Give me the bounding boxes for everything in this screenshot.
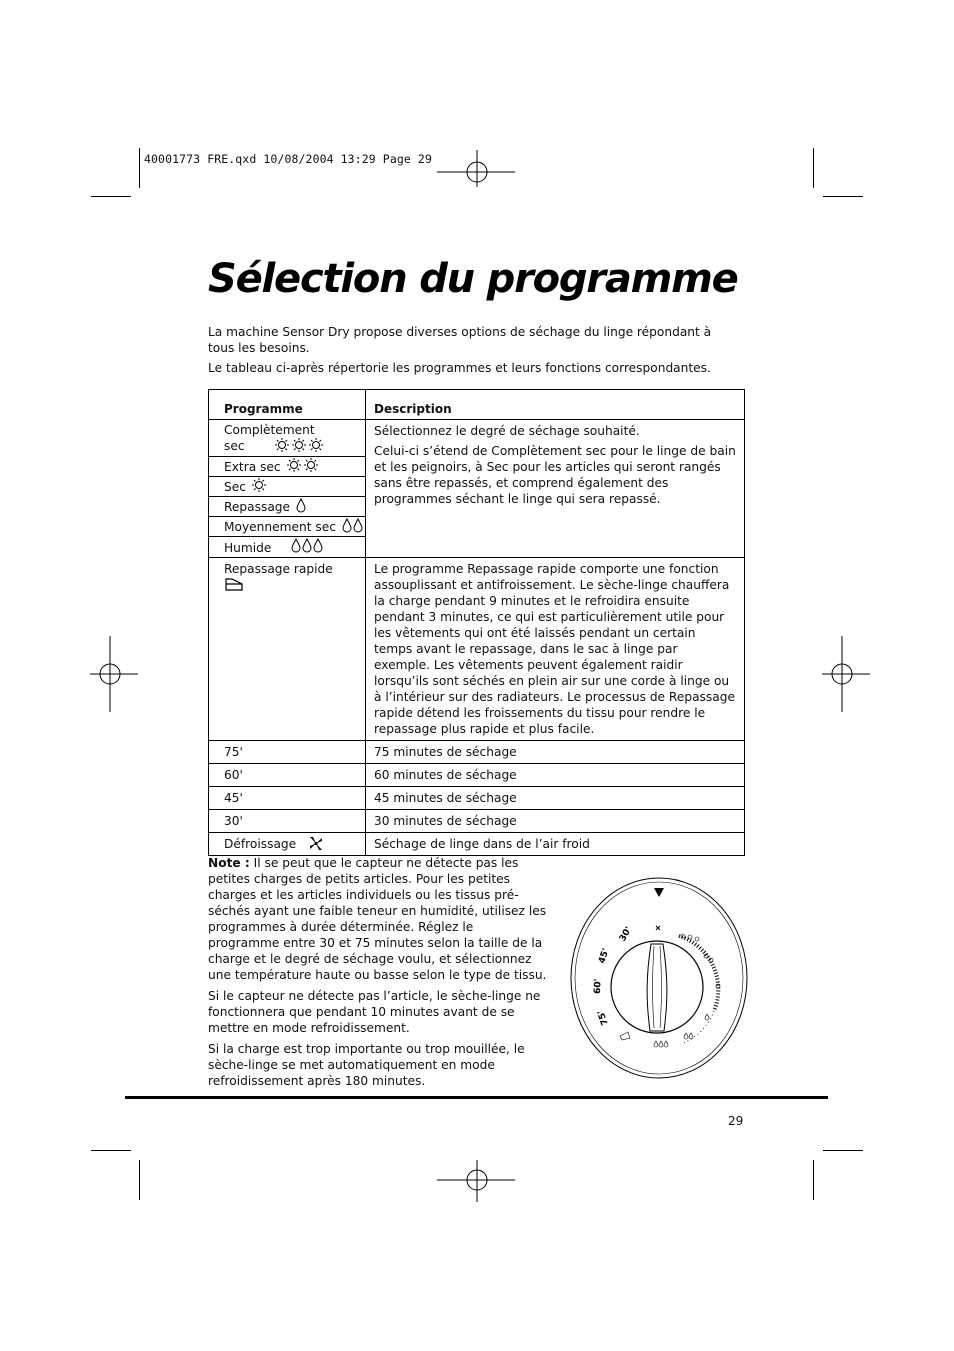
programme-cell — [209, 833, 366, 856]
iron-icon — [224, 578, 244, 592]
table-row — [209, 833, 745, 856]
drop-icon — [285, 538, 323, 557]
programme-dial-illustration — [566, 876, 752, 1080]
description-cell: Le programme Repassage rapide comporte une fonction assouplissant et antifroissement. Le sèche-linge chauffera la charge pendant 9 minutes et le refroidira ensuite pendant 3 minutes, ce qui est particulièrement utile pour les vêtements qui ont été laissés pendant un certain temps avant le repassage, dans le sac à linge par exemple. Les vêtements peuvent également raidir lorsqu’ils sont séchés en plein air sur une corde à linge ou à l’intérieur sur des radiateurs. Le processus de Repassage rapide détend les froissements du tissu pour rendre le repassage plus rapide et plus facile. — [366, 558, 745, 741]
intro-paragraph: La machine Sensor Dry propose diverses options de séchage du linge répondant à tous les besoins. — [208, 325, 712, 355]
programme-cell: 45' — [209, 787, 366, 810]
dial-label-60: 60' — [593, 978, 604, 995]
description-cell: 75 minutes de séchage — [366, 741, 745, 764]
table-row — [209, 420, 745, 558]
programme-humide — [209, 537, 365, 557]
table-header-programme: Programme — [209, 390, 366, 420]
drop-icon — [290, 498, 306, 517]
sun-icon — [269, 438, 325, 456]
programme-label: Sec — [224, 480, 246, 494]
description-text: Celui-ci s’étend de Complètement sec pour le linge de bain et les peignoirs, à Sec pour les articles qui seront rangés sans être repassés, et comprend également des programmes séchant le linge qui sera repassé. — [374, 444, 736, 506]
programme-complet-sec — [209, 420, 365, 457]
programme-label: Repassage — [224, 500, 291, 514]
programme-label: Défroissage — [224, 837, 297, 851]
programme-cell: 30' — [209, 810, 366, 833]
programme-extra-sec — [209, 457, 365, 477]
note-paragraph: Si la charge est trop importante ou trop mouillée, le sèche-linge se met automatiquement en mode refroidissement après 180 minutes. — [208, 1042, 525, 1088]
table-row — [209, 741, 745, 764]
description-cell: Séchage de linge dans de l’air froid — [366, 833, 745, 856]
registration-mark-icon — [437, 132, 517, 212]
programme-table — [208, 389, 745, 856]
crop-mark — [139, 148, 140, 188]
registration-mark-icon — [820, 636, 870, 712]
page-number: 29 — [728, 1114, 744, 1128]
fan-icon — [308, 836, 324, 851]
footer-rule — [125, 1096, 828, 1099]
table-row — [209, 787, 745, 810]
programme-list — [209, 420, 365, 557]
table-row — [209, 764, 745, 787]
registration-mark-icon — [437, 1140, 517, 1220]
programme-cell: 60' — [209, 764, 366, 787]
programme-label: Humide — [224, 540, 272, 555]
programme-cell: 75' — [209, 741, 366, 764]
sun-icon — [281, 458, 320, 476]
print-slug: 40001773 FRE.qxd 10/08/2004 13:29 Page 29 — [144, 152, 432, 166]
crop-mark — [813, 148, 814, 188]
table-header-description: Description — [366, 390, 745, 420]
description-cell: 30 minutes de séchage — [366, 810, 745, 833]
dial-label-75: 75' — [596, 1008, 611, 1027]
crop-mark — [823, 196, 863, 197]
programme-moyennement-sec — [209, 517, 365, 537]
description-cell: 45 minutes de séchage — [366, 787, 745, 810]
programme-label: Moyennement sec — [224, 520, 336, 534]
programme-label: Extra sec — [224, 460, 281, 474]
crop-mark — [91, 1150, 131, 1151]
crop-mark — [91, 196, 131, 197]
crop-mark — [813, 1160, 814, 1200]
dial-label-45: 45' — [597, 947, 612, 965]
table-row — [209, 558, 745, 741]
table-row — [209, 810, 745, 833]
intro-paragraph: Le tableau ci-après répertorie les programmes et leurs fonctions correspondantes. — [208, 361, 711, 375]
programme-label: Complètement sec — [224, 423, 315, 453]
description-text: Sélectionnez le degré de séchage souhaité. — [374, 424, 640, 438]
programme-cell — [209, 558, 366, 741]
note-section — [208, 855, 548, 1094]
description-cell: 60 minutes de séchage — [366, 764, 745, 787]
crop-mark — [823, 1150, 863, 1151]
crop-mark — [139, 1160, 140, 1200]
page-title: Sélection du programme — [208, 256, 738, 302]
drop-icon — [336, 518, 363, 537]
registration-mark-icon — [90, 636, 140, 712]
sun-icon — [246, 478, 267, 496]
note-paragraph: Si le capteur ne détecte pas l’article, le sèche-linge ne fonctionnera que pendant 10 minutes avant de se mettre en mode refroidissement. — [208, 989, 541, 1035]
programme-sec — [209, 477, 365, 497]
programme-label: Repassage rapide — [224, 562, 333, 576]
dial-label-30: 30' — [617, 925, 635, 944]
description-cell — [366, 420, 745, 558]
programme-repassage — [209, 497, 365, 517]
note-paragraph: Note : Il se peut que le capteur ne détecte pas les petites charges de petits articles. Pour les petites charges et les articles individuels ou les tissus pré-séchés ayant une faible teneur en humidité, utilisez les programmes à durée déterminée. Réglez le programme entre 30 et 75 minutes selon la taille de la charge et le degré de séchage voulu, et sélectionnez une température haute ou basse selon le type de tissu. — [208, 856, 547, 982]
note-label: Note : — [208, 856, 250, 870]
